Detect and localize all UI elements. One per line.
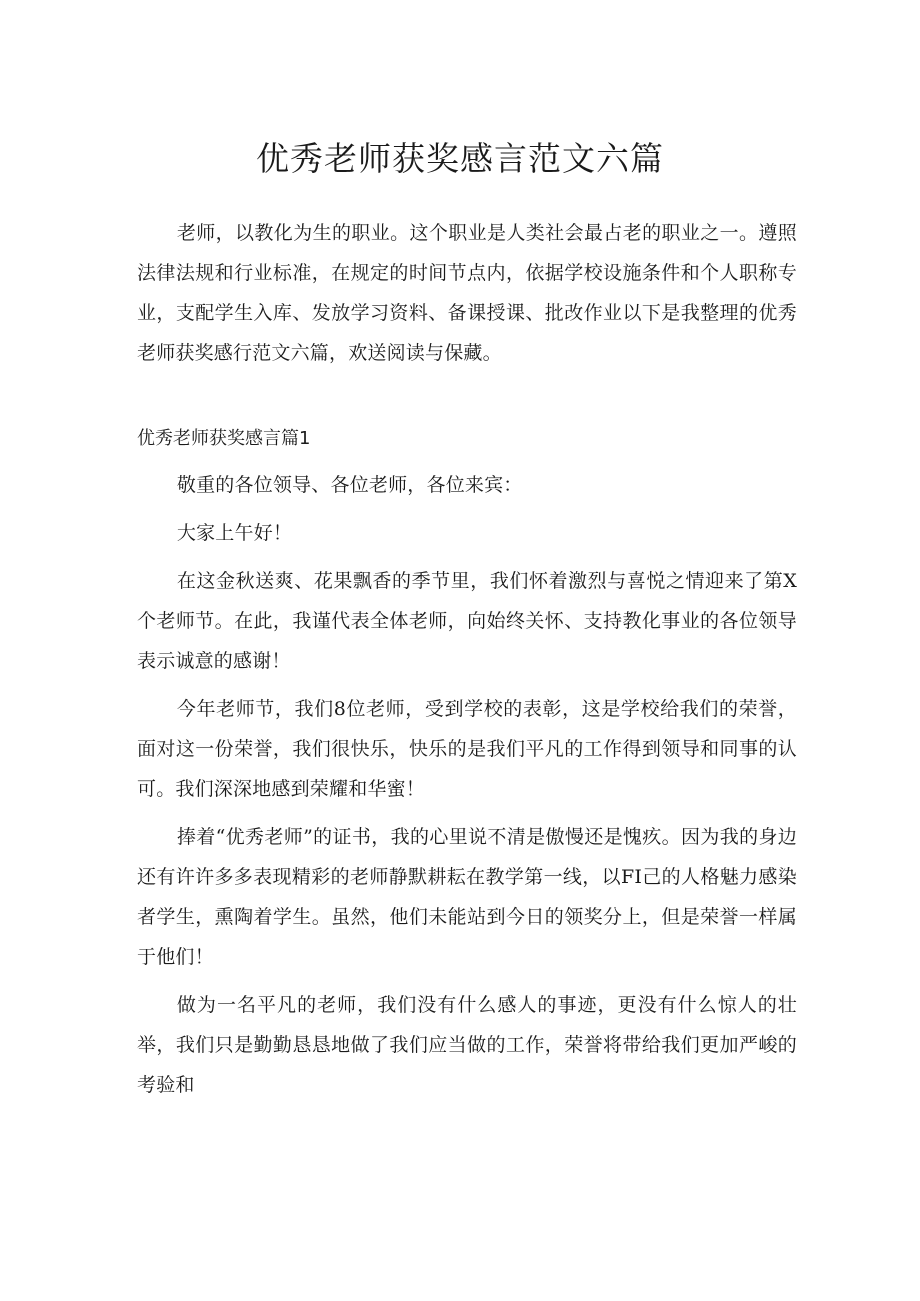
body-paragraph-2: 今年老师节，我们8位老师，受到学校的表彰，这是学校给我们的荣誉，面对这一份荣誉，我们很快乐，快乐的是我们平凡的工作得到领导和同事的认可。我们深深地感到荣耀和华蜜！	[137, 698, 797, 800]
section-heading: 优秀老师获奖感言篇1	[137, 428, 311, 449]
salutation-line: 敬重的各位领导、各位老师，各位来宾：	[176, 474, 523, 496]
body-paragraph-4: 做为一名平凡的老师，我们没有什么感人的事迹，更没有什么惊人的壮举，我们只是勤勤恳恳地做了我们应当做的工作，荣誉将带给我们更加严峻的考验和	[137, 994, 797, 1096]
body-paragraph-1: 在这金秋送爽、花果飘香的季节里，我们怀着激烈与喜悦之情迎来了第X个老师节。在此，我谨代表全体老师，向始终关怀、支持教化事业的各位领导表示诚意的感谢！	[137, 570, 797, 672]
greeting-line: 大家上午好！	[176, 522, 293, 544]
document-body	[137, 213, 797, 1105]
document-title: 优秀老师获奖感言范文六篇	[256, 139, 664, 178]
body-paragraph-3: 捧着“优秀老师”的证书，我的心里说不清是傲慢还是愧疚。因为我的身边还有许许多多表现精彩的老师静默耕耘在教学第一线，以FI己的人格魅力感染者学生，熏陶着学生。虽然，他们未能站到今日的领奖分上，但是荣誉一样属于他们！	[137, 826, 797, 968]
intro-paragraph: 老师，以教化为生的职业。这个职业是人类社会最占老的职业之一。遵照法律法规和行业标准，在规定的时间节点内，依据学校设施条件和个人职称专业，支配学生入库、发放学习资料、备课授课、批改作业以下是我整理的优秀老师获奖感行范文六篇，欢送阅读与保藏。	[137, 222, 797, 364]
